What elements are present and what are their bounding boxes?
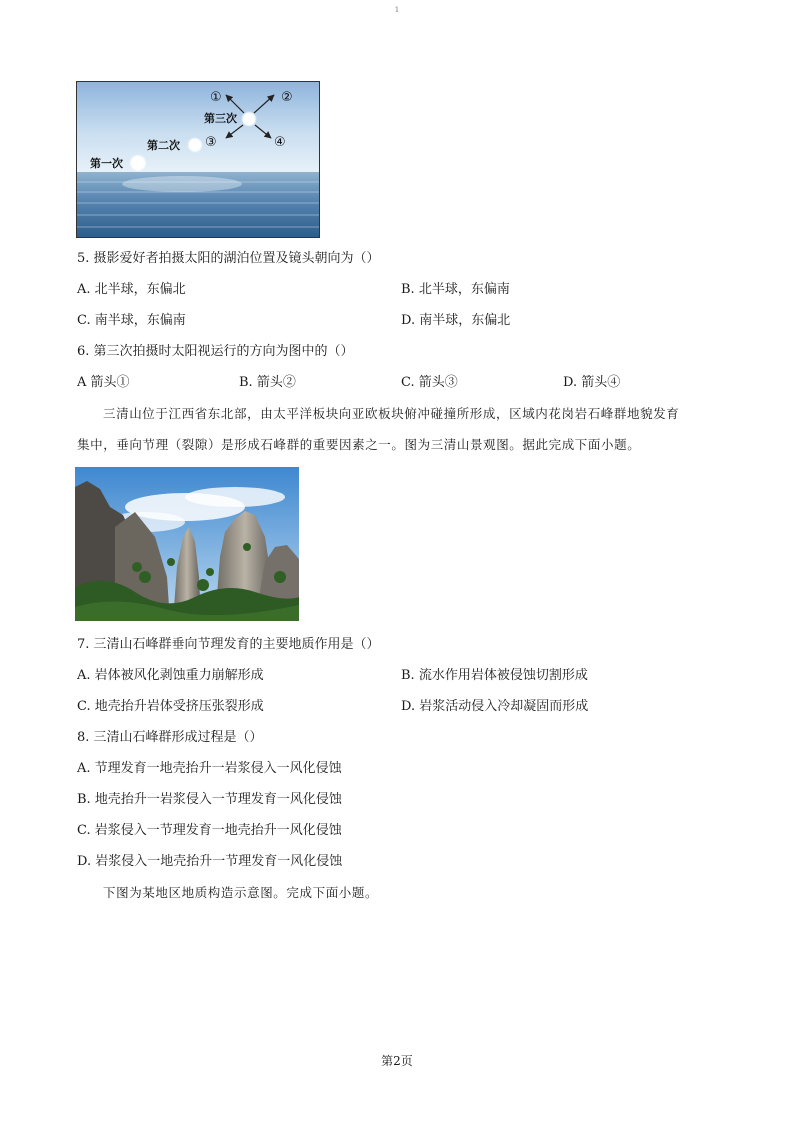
q5-option-b: B. 北半球，东偏南 [401,282,510,297]
q5-stem: 5. 摄影爱好者拍摄太阳的湖泊位置及镜头朝向为（） [77,251,380,266]
q8-option-b: B. 地壳抬升一岩浆侵入一节理发育一风化侵蚀 [77,792,342,807]
sanqing-mountain-photo [75,467,299,621]
sun-third [241,111,257,127]
q7-option-b: B. 流水作用岩体被侵蚀切割形成 [401,668,588,683]
q8-option-c: C. 岩浆侵入一节理发育一地壳抬升一风化侵蚀 [77,823,342,838]
sun-lake-illustration [77,82,319,237]
q8-option-d: D. 岩浆侵入一地壳抬升一节理发育一风化侵蚀 [77,854,343,869]
q5-option-a: A. 北半球，东偏北 [77,282,186,297]
sun-second [187,137,203,153]
q7-option-a: A. 岩体被风化剥蚀重力崩解形成 [77,668,264,683]
q8-option-a: A. 节理发育一地壳抬升一岩浆侵入一风化侵蚀 [77,761,342,776]
label-second: 第二次 [147,139,180,152]
label-first: 第一次 [90,157,123,170]
sanqing-mountain-illustration [75,467,299,621]
q5-option-d: D. 南半球，东偏北 [401,313,511,328]
q6-option-b: B. 箭头② [239,375,296,390]
q7-stem: 7. 三清山石峰群垂向节理发育的主要地质作用是（） [77,637,380,652]
q6-option-c: C. 箭头③ [401,375,458,390]
label-arrow-3: ③ [205,135,217,150]
q6-option-a: A 箭头① [77,375,130,390]
q5-option-c: C. 南半球，东偏南 [77,313,186,328]
label-arrow-4: ④ [274,135,286,150]
passage2-line1: 下图为某地区地质构造示意图。完成下面小题。 [103,885,379,900]
passage1-line2: 集中，垂向节理（裂隙）是形成石峰群的重要因素之一。图为三清山景观图。据此完成下面小题。 [77,437,641,452]
q7-option-d: D. 岩浆活动侵入冷却凝固而形成 [401,699,589,714]
q6-stem: 6. 第三次拍摄时太阳视运行的方向为图中的（） [77,344,354,359]
q7-option-c: C. 地壳抬升岩体受挤压张裂形成 [77,699,264,714]
page-marker: 1 [394,6,400,14]
sun-lake-figure [76,81,320,238]
label-arrow-2: ② [281,90,293,105]
q8-stem: 8. 三清山石峰群形成过程是（） [77,730,263,745]
page-footer: 第2页 [381,1054,413,1068]
sun-first [129,154,147,172]
label-third: 第三次 [204,112,237,125]
label-arrow-1: ① [210,90,222,105]
q6-option-d: D. 箭头④ [563,375,621,390]
passage1-line1: 三清山位于江西省东北部，由太平洋板块向亚欧板块俯冲碰撞所形成，区域内花岗岩石峰群地貌发育 [103,406,680,421]
